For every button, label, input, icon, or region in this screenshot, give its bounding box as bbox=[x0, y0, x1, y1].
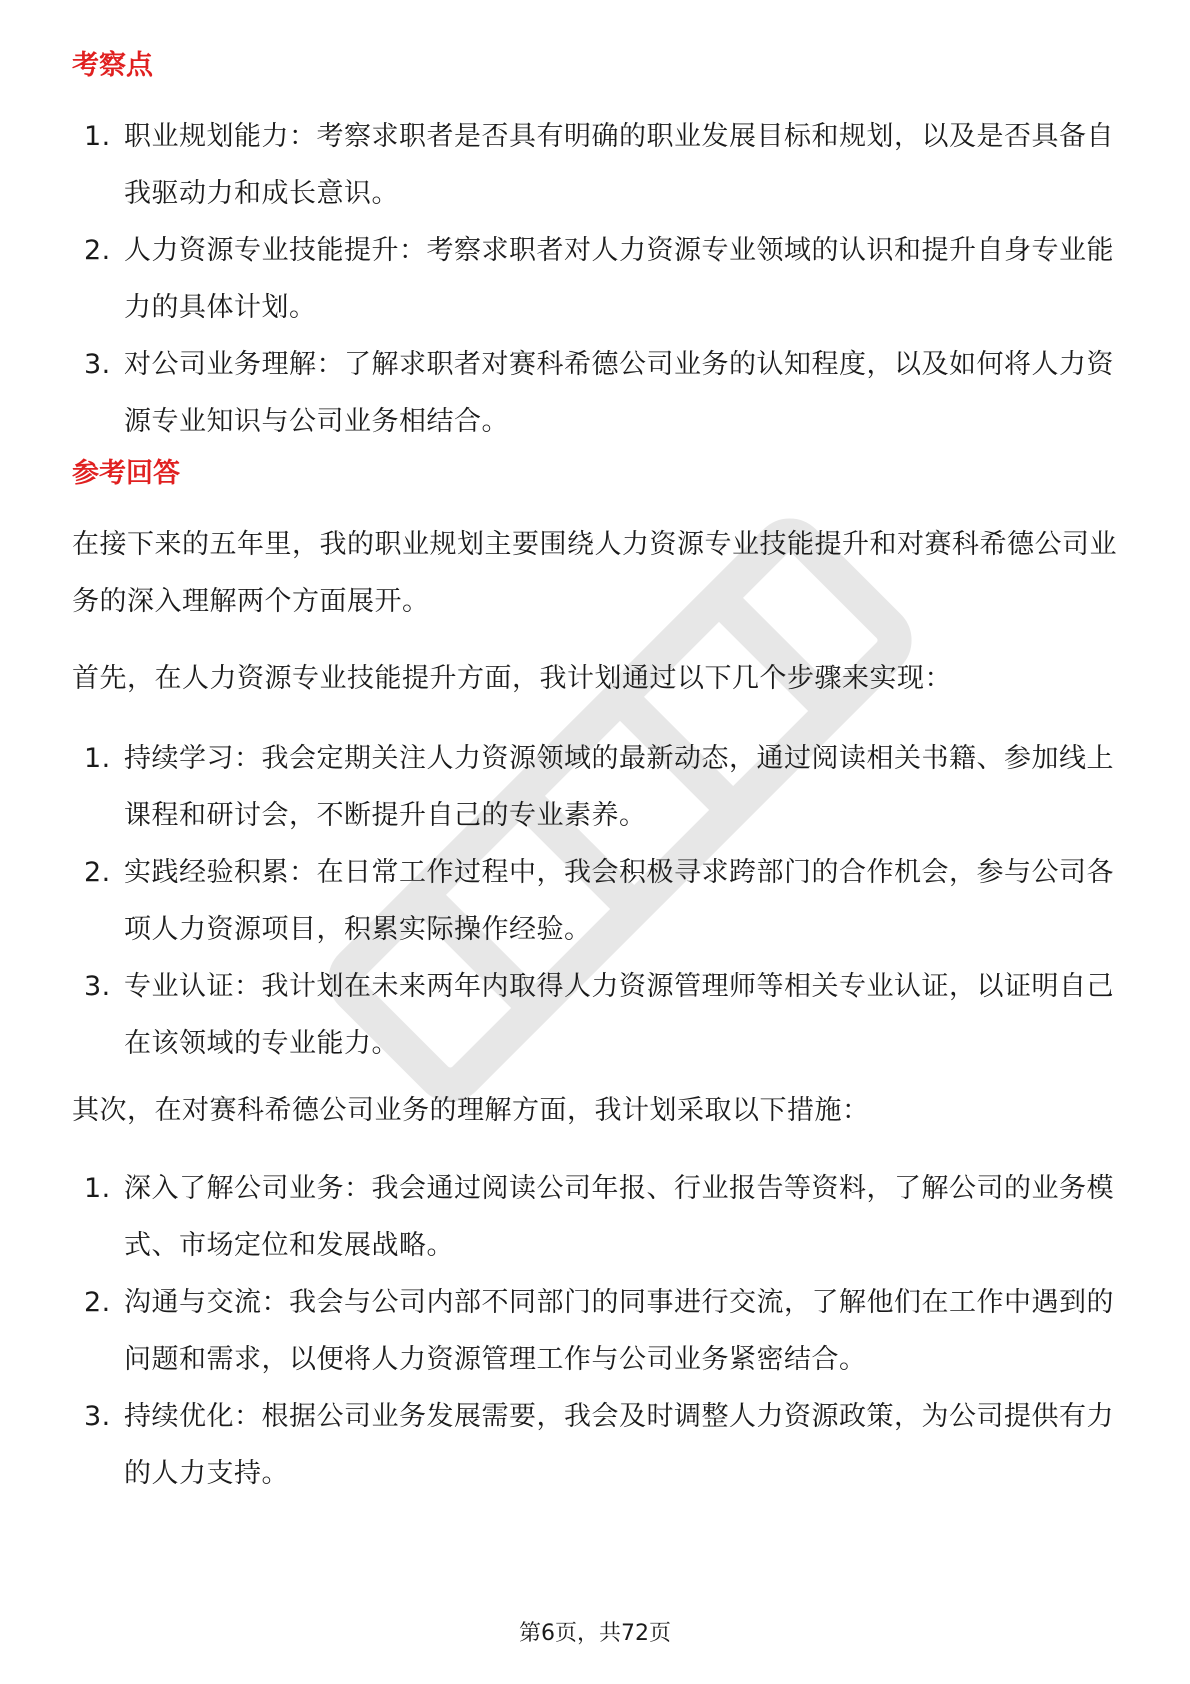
list-item-text: 对公司业务理解：了解求职者对赛科希德公司业务的认知程度，以及如何将人力资源专业知识与公司业务相结合。 bbox=[124, 349, 1114, 437]
list-item-text: 专业认证：我计划在未来两年内取得人力资源管理师等相关专业认证，以证明自己在该领域的专业能力。 bbox=[124, 971, 1114, 1059]
list-item bbox=[72, 730, 1118, 844]
list-number: 2. bbox=[84, 235, 111, 266]
list-number: 1. bbox=[84, 743, 111, 774]
first-lead-paragraph: 首先，在人力资源专业技能提升方面，我计划通过以下几个步骤来实现： bbox=[72, 663, 952, 694]
second-measures-list bbox=[72, 1160, 1118, 1502]
list-item bbox=[72, 336, 1118, 450]
list-item bbox=[72, 108, 1118, 222]
exam-points-list bbox=[72, 108, 1118, 450]
list-number: 3. bbox=[84, 349, 111, 380]
list-item-text: 深入了解公司业务：我会通过阅读公司年报、行业报告等资料，了解公司的业务模式、市场定位和发展战略。 bbox=[124, 1173, 1114, 1261]
intro-paragraph: 在接下来的五年里，我的职业规划主要围绕人力资源专业技能提升和对赛科希德公司业务的深入理解两个方面展开。 bbox=[72, 529, 1117, 617]
list-item bbox=[72, 1274, 1118, 1388]
list-item-text: 职业规划能力：考察求职者是否具有明确的职业发展目标和规划，以及是否具备自我驱动力和成长意识。 bbox=[124, 121, 1114, 209]
list-item bbox=[72, 1388, 1118, 1502]
list-item bbox=[72, 222, 1118, 336]
list-number: 3. bbox=[84, 1401, 111, 1432]
list-item bbox=[72, 1160, 1118, 1274]
list-number: 2. bbox=[84, 1287, 111, 1318]
second-lead-paragraph: 其次，在对赛科希德公司业务的理解方面，我计划采取以下措施： bbox=[72, 1095, 870, 1126]
list-item-text: 实践经验积累：在日常工作过程中，我会积极寻求跨部门的合作机会，参与公司各项人力资源项目，积累实际操作经验。 bbox=[124, 857, 1114, 945]
list-item-text: 持续优化：根据公司业务发展需要，我会及时调整人力资源政策，为公司提供有力的人力支持。 bbox=[124, 1401, 1114, 1489]
page-footer: 第6页，共72页 bbox=[519, 1621, 671, 1646]
first-steps-list bbox=[72, 730, 1118, 1072]
heading-exam-points: 考察点 bbox=[72, 50, 153, 81]
list-number: 1. bbox=[84, 121, 111, 152]
list-number: 3. bbox=[84, 971, 111, 1002]
list-item bbox=[72, 844, 1118, 958]
list-number: 2. bbox=[84, 857, 111, 888]
heading-reference-answer: 参考回答 bbox=[72, 458, 180, 489]
list-item-text: 持续学习：我会定期关注人力资源领域的最新动态，通过阅读相关书籍、参加线上课程和研讨会，不断提升自己的专业素养。 bbox=[124, 743, 1114, 831]
list-item bbox=[72, 958, 1118, 1072]
list-item-text: 沟通与交流：我会与公司内部不同部门的同事进行交流，了解他们在工作中遇到的问题和需求，以便将人力资源管理工作与公司业务紧密结合。 bbox=[124, 1287, 1114, 1375]
list-item-text: 人力资源专业技能提升：考察求职者对人力资源专业领域的认识和提升自身专业能力的具体计划。 bbox=[124, 235, 1114, 323]
list-number: 1. bbox=[84, 1173, 111, 1204]
